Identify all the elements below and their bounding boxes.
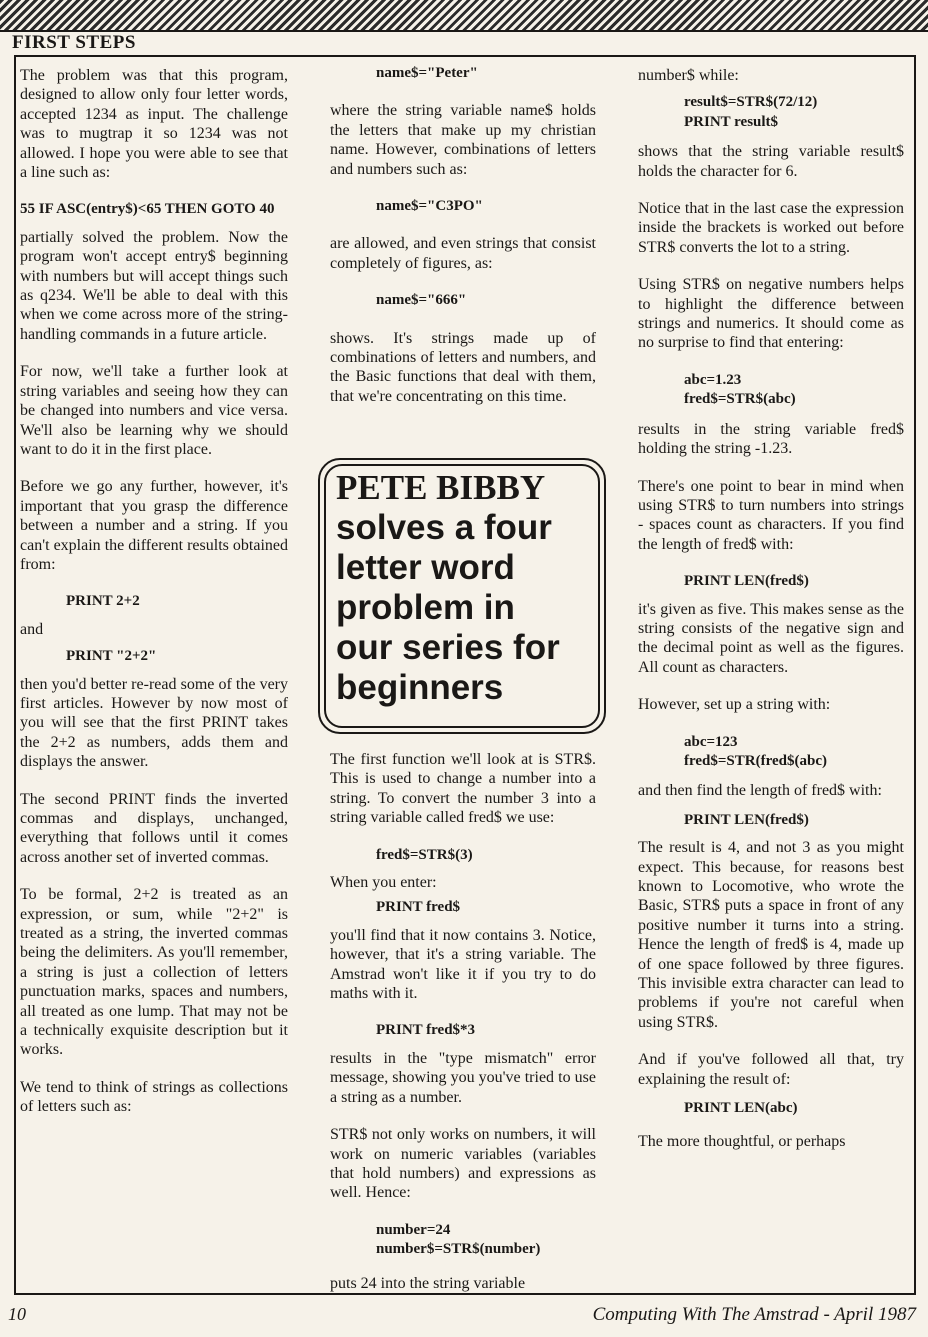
paragraph: Using STR$ on negative numbers helps to highlight the difference between strings and numerics. It should come as no surprise to find that entering: bbox=[638, 276, 904, 352]
column-2-lower bbox=[330, 750, 596, 1311]
paragraph: results in the string variable fred$ holding the string -1.23. bbox=[638, 420, 904, 458]
paragraph: We tend to think of strings as collections of letters such as: bbox=[20, 1078, 288, 1116]
paragraph: results in the "type mismatch" error message, showing you you've tried to use a string as a number. bbox=[330, 1049, 596, 1106]
paragraph: The result is 4, and not 3 as you might expect. This because, for reasons best known to Locomotive, who wrote the Basic, STR$ puts a space in front of any positive number it turns into a string. Hence the length of fred$ is 4, made up of one space followed by three figures. This invisible extra character can lead to problems if you're not careful when using STR$. bbox=[638, 839, 904, 1031]
paragraph: When you enter: bbox=[330, 874, 437, 892]
code-line: 55 IF ASC(entry$)<65 THEN GOTO 40 bbox=[20, 201, 275, 218]
page-number: 10 bbox=[8, 1304, 26, 1324]
code-line: PRINT "2+2" bbox=[66, 648, 157, 665]
paragraph: shows that the string variable result$ holds the character for 6. bbox=[638, 143, 904, 180]
headline-line: letter word bbox=[336, 548, 515, 587]
paragraph: it's given as five. This makes sense as the string consists of the negative sign and the decimal point as well as the figures. All count as characters. bbox=[638, 600, 904, 676]
headline-line: our series for bbox=[336, 628, 560, 667]
headline-line: solves a four bbox=[336, 508, 552, 547]
code-line: PRINT LEN(fred$) bbox=[684, 811, 809, 828]
code-block: abc=1.23 fred$=STR$(abc) bbox=[684, 371, 796, 408]
paragraph: partially solved the problem. Now the program won't accept entry$ beginning with numbers but will accept things such as q234. We'll be able to deal with this when we come across more of the string-handling commands in a future article. bbox=[20, 228, 288, 343]
code-line: PRINT fred$ bbox=[376, 899, 461, 916]
column-3 bbox=[638, 66, 904, 1170]
paragraph: The first function we'll look at is STR$. This is used to change a number into a string. To convert the number 3 into a string variable called fred$ we use: bbox=[330, 751, 596, 827]
paragraph: For now, we'll take a further look at string variables and seeing how they can be changed into numbers and vice versa. We'll also be learning why we should want to do it in the first place. bbox=[20, 363, 288, 458]
paragraph: The problem was that this program, designed to allow only four letter words, accepted 1234 as input. The challenge was to mugtrap it so 1234 was not allowed. I hope you were able to see that a line such as: bbox=[20, 67, 288, 182]
paragraph: There's one point to bear in mind when using STR$ to turn numbers into strings - spaces count as characters. If you find the length of fred$ with: bbox=[638, 477, 904, 553]
header-stripe-bar bbox=[0, 0, 928, 32]
paragraph: And if you've followed all that, try explaining the result of: bbox=[638, 1051, 904, 1088]
code-line: PRINT fred$*3 bbox=[376, 1022, 476, 1039]
paragraph: puts 24 into the string variable bbox=[330, 1274, 526, 1292]
code-line: fred$=STR$(3) bbox=[376, 846, 473, 863]
headline-line: beginners bbox=[336, 668, 504, 707]
paragraph: shows. It's strings made up of combinations of letters and numbers, and the Basic functions that deal with them, that we're concentrating on this time. bbox=[330, 329, 596, 405]
paragraph: then you'd better re-read some of the very first articles. However by now most of you will see that the first PRINT takes the 2+2 as numbers, adds them and displays the answer. bbox=[20, 675, 288, 771]
paragraph: However, set up a string with: bbox=[638, 696, 831, 714]
code-line: name$="666" bbox=[376, 292, 467, 309]
paragraph: The more thoughtful, or perhaps bbox=[638, 1133, 846, 1151]
headline bbox=[324, 464, 600, 728]
paragraph: To be formal, 2+2 is treated as an expression, or sum, while "2+2" is treated as a string, the inverted commas being the delimiters. As you'll remember, a string is just a collection of letters punctuation marks, spaces and numbers, all treated as one lump. That may not be a technically exquisite description but it works. bbox=[20, 886, 288, 1059]
code-block: number=24 number$=STR$(number) bbox=[376, 1221, 541, 1258]
paragraph: you'll find that it now contains 3. Notice, however, that it's a string variable. The Amstrad won't like it if you try to do maths with it. bbox=[330, 926, 596, 1003]
paragraph: The second PRINT finds the inverted commas and displays, unchanged, everything that follows until it comes across another set of inverted commas. bbox=[20, 790, 288, 866]
paragraph: Before we go any further, however, it's important that you grasp the difference between a number and a string. If you can't explain the different results obtained from: bbox=[20, 478, 288, 573]
magazine-credit: Computing With The Amstrad - April 1987 bbox=[592, 1304, 916, 1325]
paragraph: where the string variable name$ holds the letters that make up my christian name. However, combinations of letters and numbers such as: bbox=[330, 102, 596, 178]
paragraph: STR$ not only works on numbers, it will work on numeric variables (variables that hold numbers) and expressions as well. Hence: bbox=[330, 1126, 596, 1202]
code-line: name$="C3PO" bbox=[376, 198, 483, 215]
article-headline-box bbox=[318, 458, 606, 734]
paragraph: are allowed, and even strings that consist completely of figures, as: bbox=[330, 235, 596, 272]
paragraph: and bbox=[20, 620, 44, 638]
paragraph: Notice that in the last case the expression inside the brackets is worked out before STR$ converts the lot to a string. bbox=[638, 200, 904, 256]
code-block: result$=STR$(72/12) PRINT result$ bbox=[684, 94, 818, 130]
section-title: FIRST STEPS bbox=[12, 32, 136, 53]
code-line: PRINT LEN(abc) bbox=[684, 1100, 798, 1117]
paragraph: and then find the length of fred$ with: bbox=[638, 782, 882, 800]
code-line: PRINT 2+2 bbox=[66, 593, 140, 610]
code-line: PRINT LEN(fred$) bbox=[684, 573, 809, 590]
column-2 bbox=[330, 64, 596, 424]
headline-line: PETE BIBBY bbox=[336, 468, 546, 507]
column-1 bbox=[20, 66, 288, 1135]
code-line: name$="Peter" bbox=[376, 65, 478, 81]
headline-line: problem in bbox=[336, 588, 515, 627]
code-block: abc=123 fred$=STR(fred$(abc) bbox=[684, 733, 827, 769]
paragraph: number$ while: bbox=[638, 67, 739, 84]
